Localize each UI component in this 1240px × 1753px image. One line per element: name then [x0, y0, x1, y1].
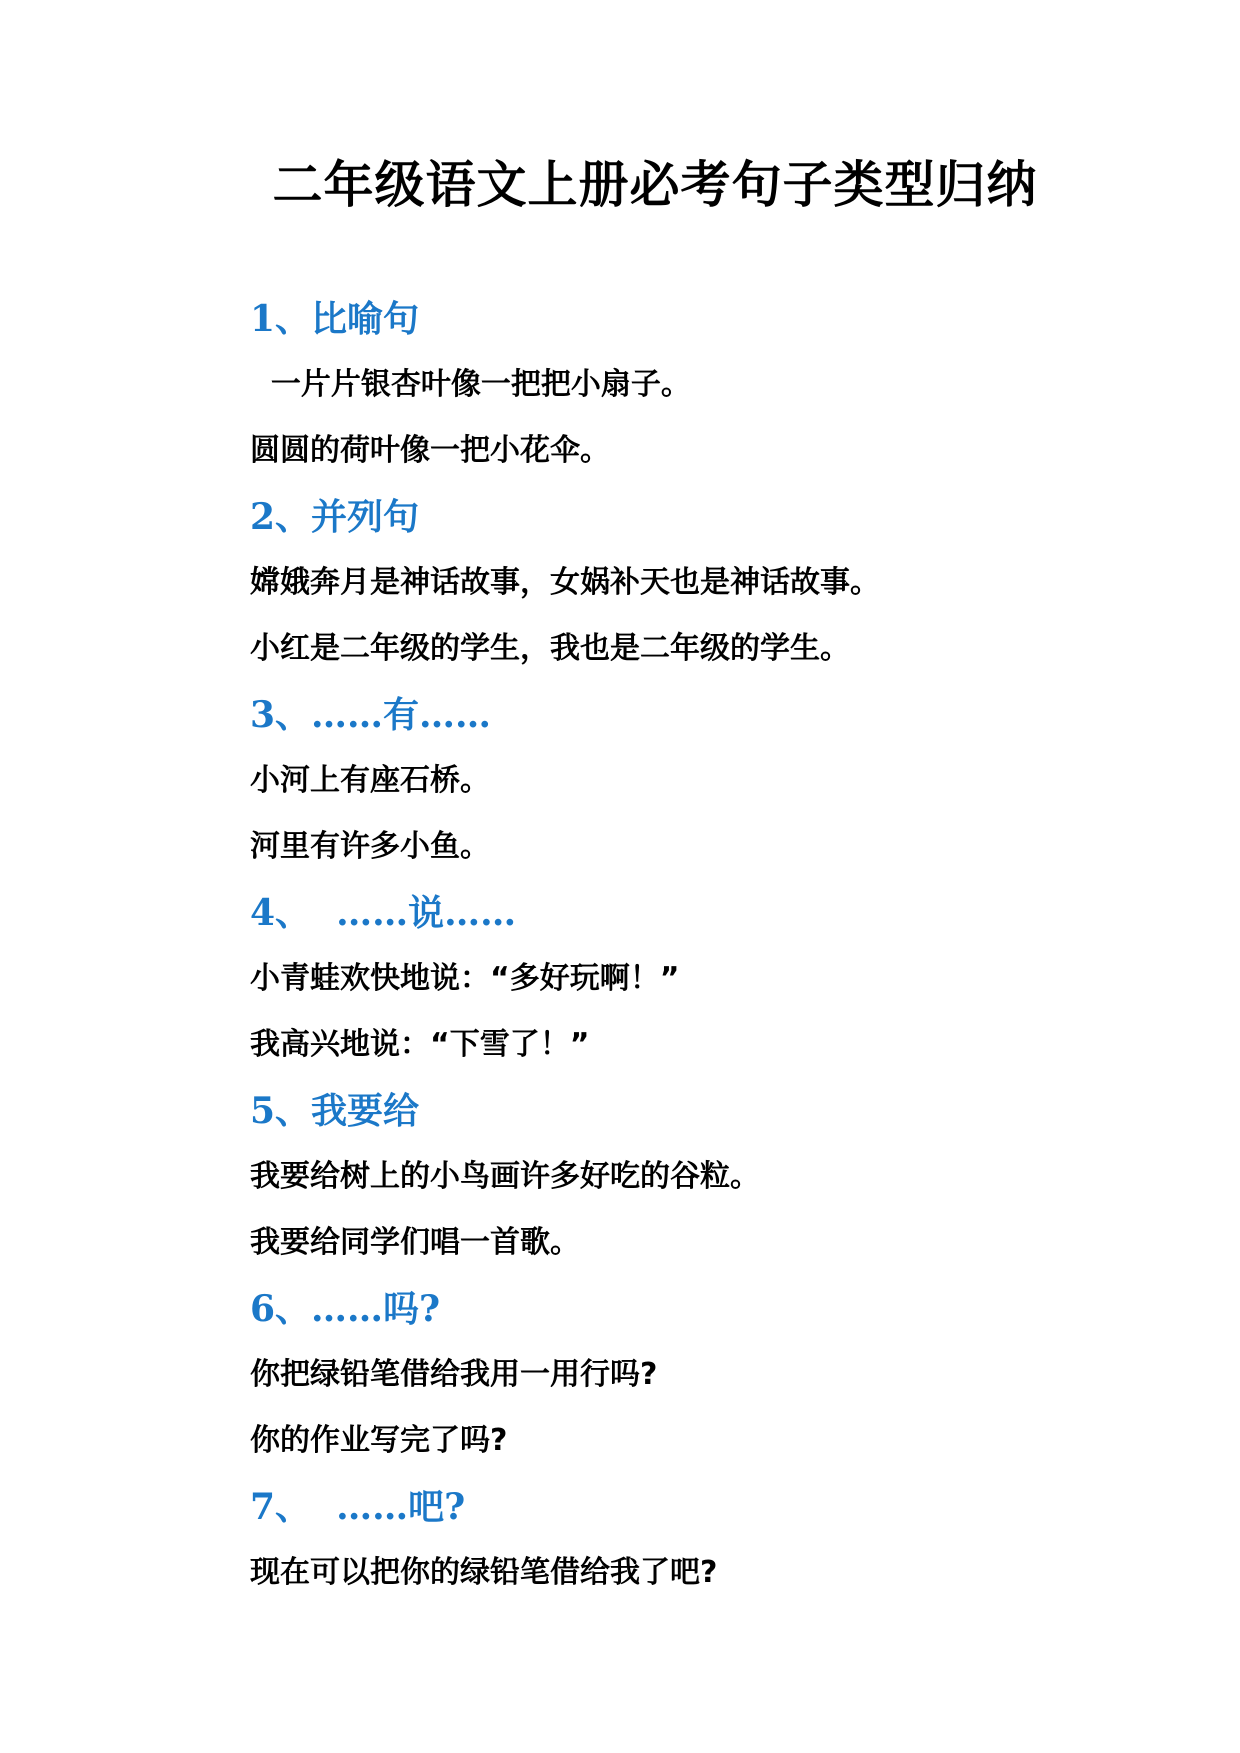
example-sentence: 我高兴地说：“下雪了！”	[250, 1027, 590, 1062]
example-sentence: 小红是二年级的学生，我也是二年级的学生。	[250, 631, 850, 666]
section-heading-you: 3、……有……	[250, 694, 492, 736]
example-sentence: 小青蛙欢快地说：“多好玩啊！”	[250, 961, 680, 996]
section-heading-ba: 7、 ……吧?	[250, 1486, 466, 1528]
example-sentence: 你的作业写完了吗?	[250, 1423, 508, 1458]
example-sentence: 河里有许多小鱼。	[250, 829, 490, 864]
section-heading-ma: 6、……吗?	[250, 1288, 441, 1330]
section-heading-simile: 1、比喻句	[250, 298, 420, 340]
page-title: 二年级语文上册必考句子类型归纳	[272, 156, 1038, 214]
example-sentence: 小河上有座石桥。	[250, 763, 490, 798]
example-sentence: 现在可以把你的绿铅笔借给我了吧?	[250, 1555, 718, 1590]
example-sentence: 我要给树上的小鸟画许多好吃的谷粒。	[250, 1159, 760, 1194]
section-heading-shuo: 4、 ……说……	[250, 892, 517, 934]
section-heading-parallel: 2、并列句	[250, 496, 420, 538]
example-sentence: 一片片银杏叶像一把把小扇子。	[250, 367, 691, 402]
example-sentence: 嫦娥奔月是神话故事，女娲补天也是神话故事。	[250, 565, 880, 600]
example-sentence: 圆圆的荷叶像一把小花伞。	[250, 433, 610, 468]
example-sentence: 你把绿铅笔借给我用一用行吗?	[250, 1357, 658, 1392]
content-body	[250, 286, 1210, 1606]
section-heading-woyaogei: 5、我要给	[250, 1090, 420, 1132]
example-sentence: 我要给同学们唱一首歌。	[250, 1225, 580, 1260]
